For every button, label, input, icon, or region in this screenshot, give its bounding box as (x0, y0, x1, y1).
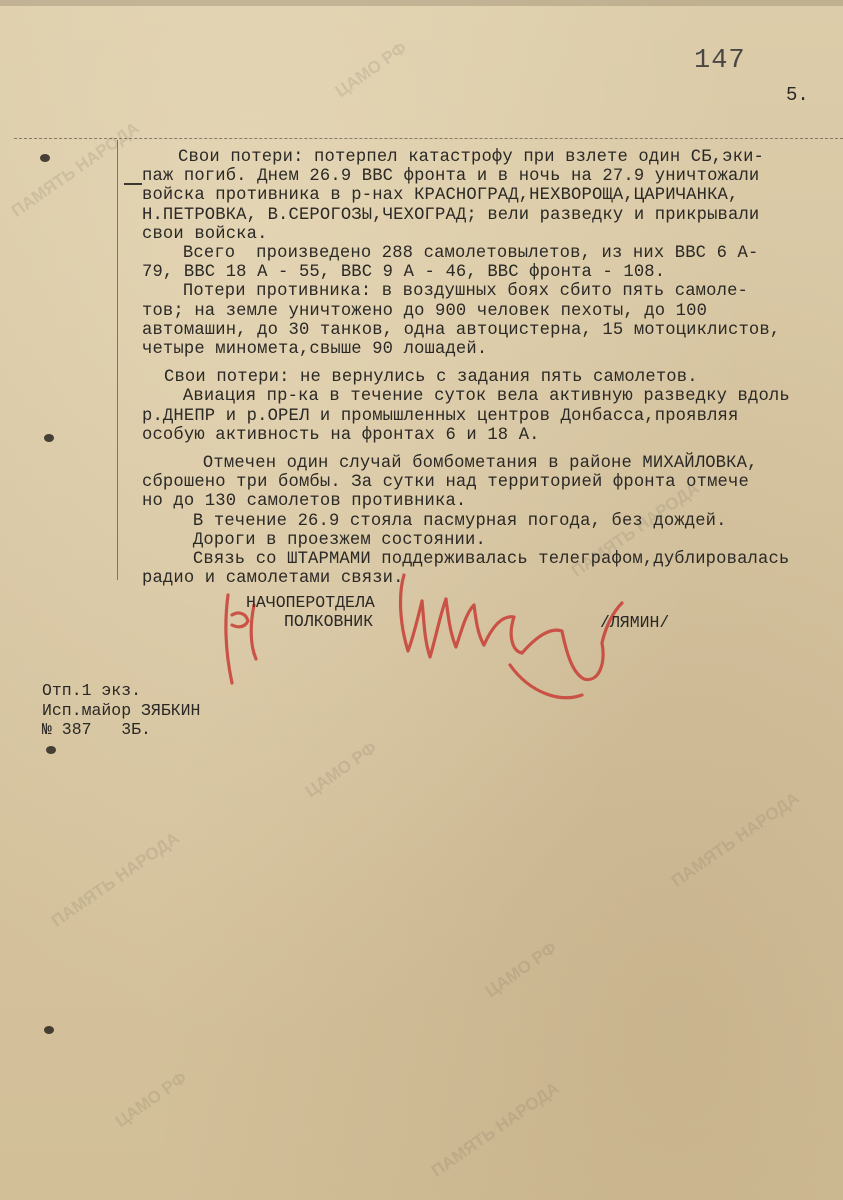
footer-line: № 387 3Б. (42, 720, 151, 739)
watermark: ЦАМО РФ (301, 738, 381, 802)
watermark: ЦАМО РФ (111, 1068, 191, 1132)
watermark: ЦАМО РФ (331, 38, 411, 102)
paragraph-gap (142, 445, 842, 454)
text-line: Авиация пр-ка в течение суток вела активную разведку вдоль (162, 387, 790, 407)
text-line: Дороги в проезжем состоянии. (172, 530, 486, 550)
text-line: В течение 26.9 стояла пасмурная погода, без дождей. (172, 511, 727, 531)
signature-name: /ЛЯМИН/ (600, 613, 670, 632)
text-line: Свои потери: не вернулись с задания пять самолетов. (164, 368, 698, 388)
text-line: р.ДНЕПР и р.ОРЕЛ и промышленных центров Донбасса,проявляя (142, 406, 739, 426)
text-line: особую активность на фронтах 6 и 18 А. (142, 425, 540, 445)
watermark: ПАМЯТЬ НАРОДА (427, 1078, 563, 1181)
paragraph-gap (142, 359, 842, 368)
text-line: Свои потери: потерпел катастрофу при взлете один СБ,эки- (178, 148, 764, 167)
text-line: Отмечен один случай бомбометания в районе МИХАЙЛОВКА, (182, 454, 758, 474)
watermark: ЦАМО РФ (481, 938, 561, 1002)
text-line: свои войска. (142, 224, 268, 244)
text-line: Потери противника: в воздушных боях сбито пять самоле- (162, 282, 748, 302)
signature-scrawl (210, 555, 630, 715)
text-line: сброшено три бомбы. За сутки над территорией фронта отмече (142, 473, 749, 493)
text-line: 79, ВВС 18 А - 55, ВВС 9 А - 46, ВВС фронта - 108. (142, 263, 666, 283)
distribution-footer (42, 681, 200, 740)
text-line: войска противника в р-нах КРАСНОГРАД,НЕХВОРОЩА,ЦАРИЧАНКА, (142, 186, 739, 206)
signature-title-line: НАЧОПЕРОТДЕЛА (246, 593, 375, 612)
text-line: но до 130 самолетов противника. (142, 492, 467, 512)
watermark: ПАМЯТЬ НАРОДА (567, 478, 703, 581)
footer-line: Отп.1 экз. (42, 681, 142, 700)
text-line: Н.ПЕТРОВКА, В.СЕРОГОЗЫ,ЧЕХОГРАД; вели разведку и прикрывали (142, 205, 760, 225)
text-line: автомашин, до 30 танков, одна автоцистерна, 15 мотоциклистов, (142, 320, 781, 340)
folio-number: 147 (694, 46, 746, 76)
page-number: 5. (786, 84, 809, 106)
report-body (142, 148, 842, 588)
footer-line: Исп.майор ЗЯБКИН (42, 700, 201, 720)
watermark: ПАМЯТЬ НАРОДА (667, 788, 803, 891)
text-line: Связь со ШТАРМАМИ поддерживалась телеграфом,дублировалась (172, 550, 790, 570)
margin-line (117, 140, 118, 580)
binding-hole (44, 1026, 54, 1034)
binding-hole (40, 154, 50, 162)
watermark: ПАМЯТЬ НАРОДА (47, 828, 183, 931)
signature-title (246, 593, 375, 631)
text-line: Всего произведено 288 самолетовылетов, из них ВВС 6 А- (162, 244, 759, 264)
margin-dash (124, 183, 142, 185)
text-line: радио и самолетами связи. (142, 569, 404, 589)
text-line: паж погиб. Днем 26.9 ВВС фронта и в ночь на 27.9 уничтожали (142, 167, 760, 187)
text-line: тов; на земле уничтожено до 900 человек пехоты, до 100 (142, 301, 708, 321)
watermark: ПАМЯТЬ НАРОДА (7, 118, 143, 221)
binding-hole (44, 434, 54, 442)
signature-rank-line: ПОЛКОВНИК (284, 612, 374, 631)
page-edge (0, 0, 843, 6)
fold-line (14, 138, 843, 139)
text-line: четыре миномета,свыше 90 лошадей. (142, 340, 488, 360)
binding-hole (46, 746, 56, 754)
